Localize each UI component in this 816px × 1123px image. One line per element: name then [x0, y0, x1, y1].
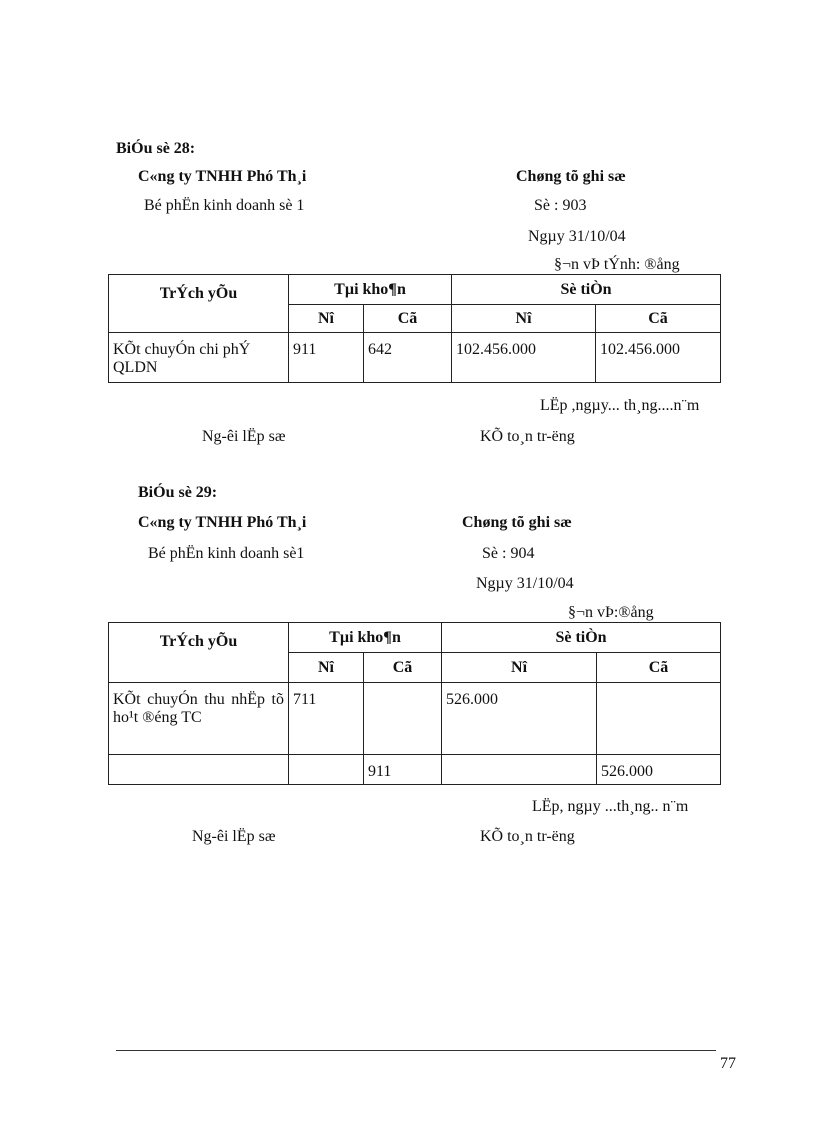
form28-table	[108, 274, 721, 383]
header-credit-account: Cã	[364, 653, 442, 683]
form29-chief-accountant: KÕ to¸n tr-ëng	[480, 828, 575, 845]
row-credit-amount	[597, 683, 721, 755]
form28-company: C«ng ty TNHH Phó Th¸i	[138, 168, 307, 185]
header-amount: Sè tiÒn	[442, 623, 721, 653]
form28-chief-accountant: KÕ to¸n tr-ëng	[480, 428, 575, 445]
row-credit-amount: 102.456.000	[596, 333, 721, 383]
header-debit-account: Nî	[289, 653, 364, 683]
row-credit-account: 911	[364, 755, 442, 785]
form29-voucher-title: Chøng tõ ghi sæ	[462, 514, 572, 531]
row-debit-amount	[442, 755, 597, 785]
form28-department: Bé phËn kinh doanh sè 1	[144, 197, 305, 214]
form28-prepared-by: Ng-êi lËp sæ	[202, 428, 286, 445]
row-credit-account	[364, 683, 442, 755]
form28-unit: §¬n vÞ tÝnh: ®ång	[554, 256, 680, 273]
table-row	[109, 755, 721, 785]
header-account: Tµi kho¶n	[289, 275, 452, 305]
row-summary: KÕt chuyÓn chi phÝ QLDN	[109, 333, 289, 383]
table-row	[109, 683, 721, 755]
form29-company: C«ng ty TNHH Phó Th¸i	[138, 514, 307, 531]
footer-rule	[116, 1050, 716, 1051]
row-debit-amount: 526.000	[442, 683, 597, 755]
form29-unit: §¬n vÞ:®ång	[568, 604, 654, 621]
row-summary	[109, 755, 289, 785]
form29-date-line: LËp, ngµy ...th¸ng.. n¨m	[532, 798, 689, 815]
header-summary: TrÝch yÕu	[109, 275, 289, 333]
form29-title: BiÓu sè 29:	[138, 484, 218, 501]
form28-date-line: LËp ,ngµy... th¸ng....n¨m	[540, 397, 700, 414]
page-number: 77	[720, 1055, 736, 1072]
row-credit-amount: 526.000	[597, 755, 721, 785]
header-credit-account: Cã	[364, 305, 452, 333]
form29-number: Sè : 904	[482, 545, 535, 562]
form29-prepared-by: Ng-êi lËp sæ	[192, 828, 276, 845]
form28-number: Sè : 903	[534, 197, 587, 214]
form28-title: BiÓu sè 28:	[116, 140, 196, 157]
form29-date: Ngµy 31/10/04	[476, 575, 574, 592]
form28-date: Ngµy 31/10/04	[528, 228, 626, 245]
row-credit-account: 642	[364, 333, 452, 383]
table-row	[109, 333, 721, 383]
header-account: Tµi kho¶n	[289, 623, 442, 653]
row-debit-account	[289, 755, 364, 785]
form29-department: Bé phËn kinh doanh sè1	[148, 545, 305, 562]
row-debit-account: 711	[289, 683, 364, 755]
form28-voucher-title: Chøng tõ ghi sæ	[516, 168, 626, 185]
header-debit-amount: Nî	[442, 653, 597, 683]
header-credit-amount: Cã	[596, 305, 721, 333]
row-summary: KÕt chuyÓn thu nhËp tõ ho¹t ®éng TC	[109, 683, 289, 755]
header-amount: Sè tiÒn	[452, 275, 721, 305]
row-debit-account: 911	[289, 333, 364, 383]
header-debit-account: Nî	[289, 305, 364, 333]
row-debit-amount: 102.456.000	[452, 333, 596, 383]
form29-table	[108, 622, 721, 785]
header-summary: TrÝch yÕu	[109, 623, 289, 683]
header-credit-amount: Cã	[597, 653, 721, 683]
header-debit-amount: Nî	[452, 305, 596, 333]
